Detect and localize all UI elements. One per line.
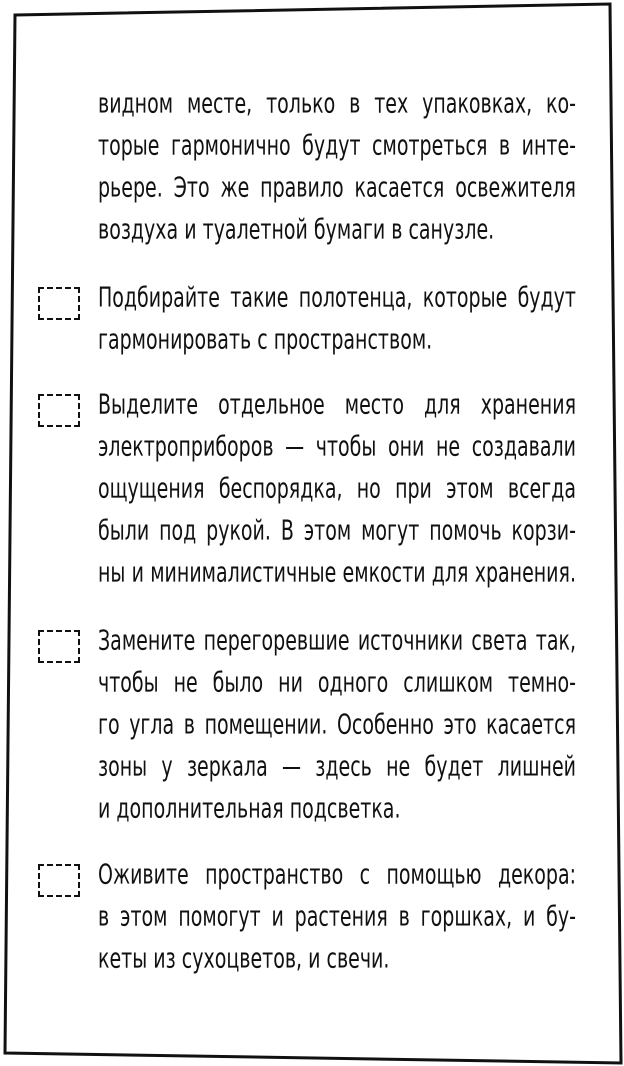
- intro-line: видном месте, только в тех упаковках, ко-: [98, 88, 576, 120]
- checklist-item-line: в этом помогут и растения в горшках, и бу-: [98, 901, 576, 933]
- checklist-item-line: электроприборов — чтобы они не создавали: [98, 431, 576, 463]
- checklist-item-line: Оживите пространство с помощью декора:: [98, 859, 576, 891]
- intro-line: воздуха и туалетной бумаги в санузле.: [98, 214, 495, 246]
- checklist-item-line: ны и минималистичные емкости для хранения.: [98, 557, 576, 589]
- intro-line: рьере. Это же правило касается освежителя: [98, 172, 576, 204]
- checklist-item-line: зоны у зеркала — здесь не будет лишней: [98, 751, 576, 783]
- dashed-square-checkbox-icon[interactable]: [38, 630, 80, 663]
- checklist-item-line: чтобы не было ни одного слишком темно-: [98, 667, 576, 699]
- dashed-square-checkbox-icon[interactable]: [38, 864, 80, 897]
- dashed-square-checkbox-icon[interactable]: [38, 394, 80, 427]
- checklist-item-line: гармонировать с пространством.: [98, 324, 433, 356]
- dashed-square-checkbox-icon[interactable]: [38, 287, 80, 320]
- checklist-item-line: Подбирайте такие полотенца, которые будут: [98, 282, 576, 314]
- checklist-item-line: го угла в помещении. Особенно это касается: [98, 709, 576, 741]
- checklist-item-line: были под рукой. В этом могут помочь корзи-: [98, 515, 576, 547]
- checklist-item-line: кеты из сухоцветов, и свечи.: [98, 943, 390, 975]
- checklist-item-line: и дополнительная подсветка.: [98, 793, 401, 825]
- intro-line: торые гармонично будут смотреться в инте-: [98, 130, 576, 162]
- checklist-item-line: Выделите отдельное место для хранения: [98, 389, 576, 421]
- checklist-item-line: ощущения беспорядка, но при этом всегда: [98, 473, 576, 505]
- checklist-item-line: Замените перегоревшие источники света так,: [98, 625, 576, 657]
